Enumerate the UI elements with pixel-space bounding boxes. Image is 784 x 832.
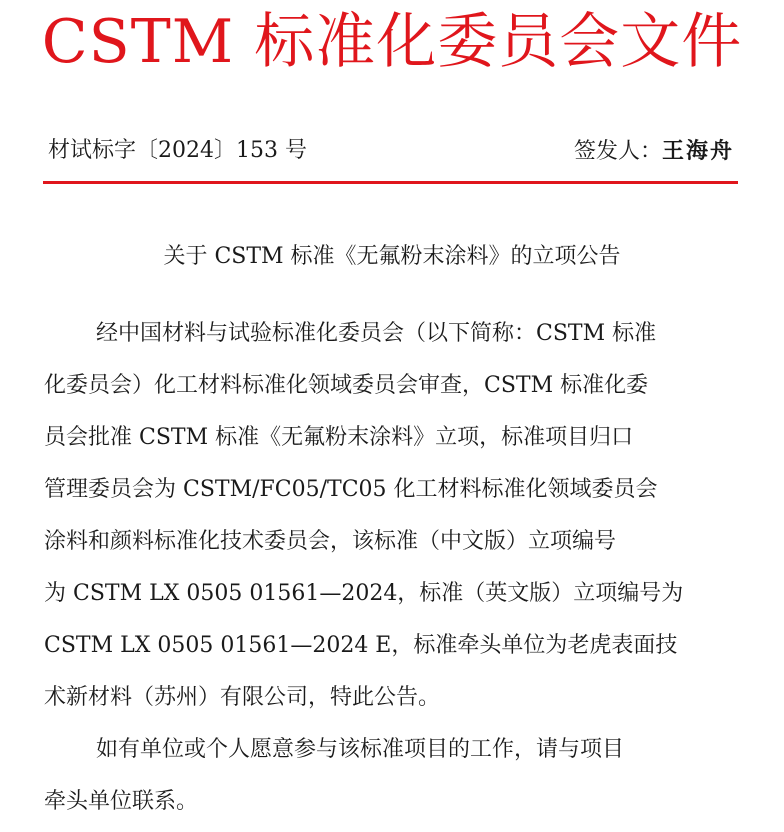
issuer	[574, 134, 734, 169]
red-divider-line	[43, 181, 738, 184]
paragraph-line: 如有单位或个人愿意参与该标准项目的工作，请与项目	[96, 737, 625, 762]
paragraph-line: 化委员会）化工材料标准化领域委员会审查，CSTM 标准化委	[44, 373, 649, 398]
paragraph-line: CSTM LX 0505 01561—2024 E，标准牵头单位为老虎表面技	[44, 633, 678, 658]
paragraph-line: 管理委员会为 CSTM/FC05/TC05 化工材料标准化领域委员会	[44, 477, 658, 502]
issuer-label: 签发人：	[573, 139, 662, 164]
paragraph-line: 经中国材料与试验标准化委员会（以下简称：CSTM 标准	[96, 321, 657, 346]
paragraph-line: 牵头单位联系。	[44, 789, 199, 814]
paragraph-line: 涂料和颜料标准化技术委员会，该标准（中文版）立项编号	[44, 529, 617, 554]
paragraph-line: 员会批准 CSTM 标准《无氟粉末涂料》立项，标准项目归口	[44, 425, 634, 450]
issuer-name: 王海舟	[661, 138, 734, 164]
document-masthead: CSTM 标准化委员会文件	[41, 7, 743, 77]
paragraph-line: 术新材料（苏州）有限公司，特此公告。	[44, 685, 441, 710]
document-number: 材试标字〔2024〕153 号	[48, 138, 307, 163]
announcement-title: 关于 CSTM 标准《无氟粉末涂料》的立项公告	[163, 244, 621, 269]
body-paragraph-2	[44, 724, 744, 828]
body-paragraph-1	[44, 308, 744, 724]
paragraph-line: 为 CSTM LX 0505 01561—2024，标准（英文版）立项编号为	[44, 581, 684, 606]
